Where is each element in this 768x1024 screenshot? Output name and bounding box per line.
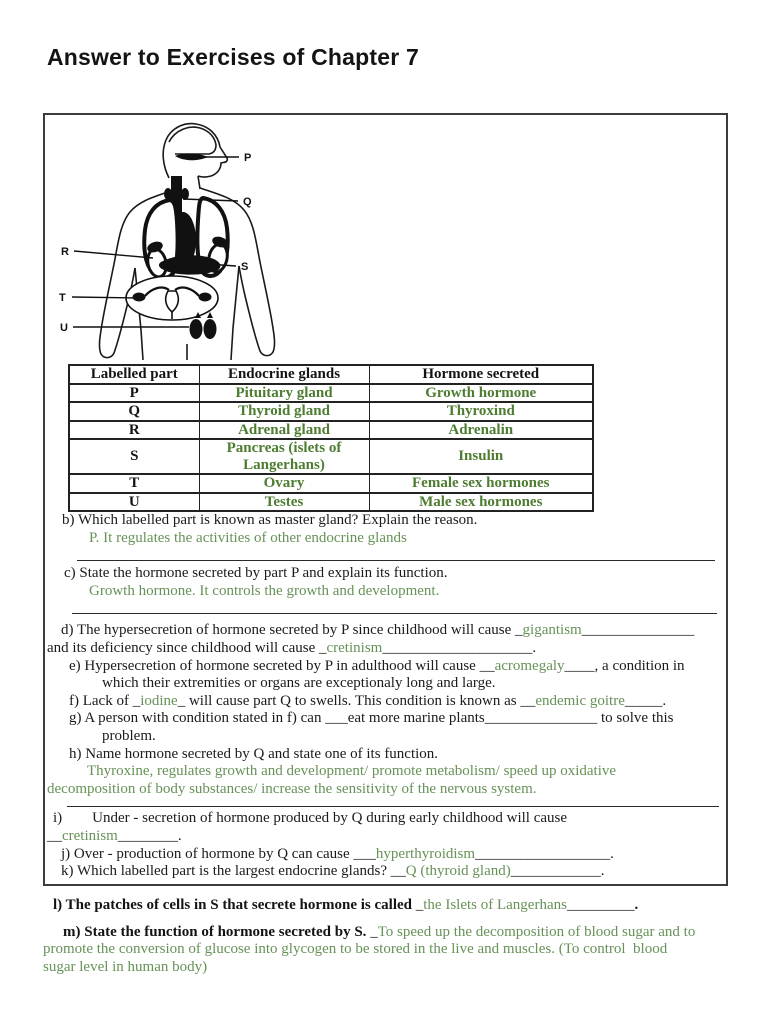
question-text: ____________________ [382, 639, 533, 656]
question-text: _______________ [484, 710, 598, 727]
table-row [69, 402, 593, 421]
glands-table [68, 364, 594, 512]
text-line [47, 640, 726, 658]
text-line [47, 693, 726, 711]
answer-underline-rule [77, 560, 715, 561]
text-line [47, 512, 726, 530]
diagram-label-t: T [59, 292, 66, 304]
table-cell: P [69, 384, 199, 403]
question-text: eat more marine plants [347, 710, 485, 727]
table-cell: Male sex hormones [369, 493, 593, 512]
question-text: ________ [117, 827, 178, 844]
table-cell: T [69, 474, 199, 493]
text-line [47, 846, 726, 864]
text-line [47, 728, 726, 746]
table-cell: S [69, 439, 199, 474]
text-line [47, 565, 726, 583]
text-line [47, 863, 726, 881]
answer-text: gigantism [522, 622, 582, 639]
diagram-label-s: S [241, 261, 249, 273]
question-text: i) Under - secretion of hormone produced by Q during early childhood will cause [53, 810, 568, 827]
question-text: _____ [624, 692, 663, 709]
answer-underline-rule [67, 806, 719, 807]
question-text: __________________ [475, 845, 611, 862]
question-text: to solve this [597, 710, 674, 727]
ovary-shape [133, 293, 146, 302]
question-text: . [610, 845, 614, 862]
question-text: will cause part Q to swells. This condition is known as [185, 692, 521, 709]
question-text: , a condition in [594, 657, 685, 674]
table-row [69, 384, 593, 403]
question-text: . [600, 863, 605, 880]
answer-text: To speed up the decomposition of blood sugar and to [377, 923, 696, 940]
table-cell: Testes [199, 493, 369, 512]
question-text: l) The patches of cells in S that secrete hormone is called [53, 897, 416, 913]
answer-text: hyperthyroidism [375, 845, 476, 862]
question-text: f) Lack of [69, 692, 133, 709]
answer-text: acromegaly [494, 657, 565, 674]
endocrine-diagram [57, 120, 317, 360]
diagram-label-p: P [244, 152, 252, 164]
table-cell: Female sex hormones [369, 474, 593, 493]
question-text: k) Which labelled part is the largest endocrine glands? [61, 863, 391, 880]
question-text: d) The hypersecretion of hormone secreted by P since childhood will cause [61, 622, 516, 639]
question-text: __ [47, 827, 62, 844]
answer-text: the Islets of Langerhans [423, 897, 567, 913]
question-text: . [532, 639, 537, 656]
footer-questions [43, 897, 733, 976]
question-text: . [662, 692, 667, 709]
text-line [43, 924, 733, 942]
text-line [47, 710, 726, 728]
question-text: __ [479, 657, 495, 674]
text-line [47, 675, 726, 693]
worksheet-box [43, 113, 728, 886]
diagram-label-r: R [61, 246, 69, 258]
question-text: m) State the function of hormone secreted by S. [63, 923, 371, 940]
answer-text: cretinism [326, 639, 383, 656]
table-cell: Pancreas (islets of Langerhans) [199, 439, 369, 474]
answer-text: Q (thyroid gland) [405, 863, 511, 880]
table-row [69, 421, 593, 440]
table-cell: Adrenalin [369, 421, 593, 440]
table-cell: Pituitary gland [199, 384, 369, 403]
question-text: problem. [102, 727, 156, 744]
question-text: g) A person with condition stated in f) can [69, 710, 326, 727]
text-line [47, 583, 726, 601]
text-line [47, 530, 726, 548]
text-line [43, 897, 733, 915]
question-text: _ [319, 639, 327, 656]
question-text: which their extremities or organs are exceptionaly long and large. [102, 675, 496, 692]
table-row [69, 493, 593, 512]
table-cell: Ovary [199, 474, 369, 493]
table-cell: R [69, 421, 199, 440]
table-cell: Thyroid gland [199, 402, 369, 421]
text-line [47, 828, 726, 846]
text-line [47, 781, 726, 799]
table-row [69, 439, 593, 474]
text-line [47, 622, 726, 640]
answer-text: decomposition of body substances/ increase the sensitivity of the nervous system. [47, 780, 537, 797]
table-cell: U [69, 493, 199, 512]
table-cell: Thyroxind [369, 402, 593, 421]
table-row [69, 474, 593, 493]
question-text: _ [132, 692, 141, 709]
question-text: . [634, 897, 639, 913]
table-cell: Q [69, 402, 199, 421]
text-line [43, 959, 733, 977]
diagram-label-q: Q [243, 196, 252, 208]
answer-text: Thyroxine, regulates growth and development/ promote metabolism/ speed up oxidative [87, 763, 617, 780]
answer-text: endemic goitre [535, 692, 625, 709]
text-line [43, 941, 733, 959]
question-text: __ [390, 863, 406, 880]
page-title: Answer to Exercises of Chapter 7 [47, 44, 419, 70]
question-text: ___ [353, 845, 376, 862]
question-text: _ [515, 622, 523, 639]
question-text: __ [520, 692, 536, 709]
answer-underline-rule [72, 613, 717, 614]
human-body-figure-icon [57, 120, 317, 360]
spacer [43, 915, 733, 924]
answer-text: iodine [140, 692, 178, 709]
table-header-row [69, 365, 593, 384]
question-text: e) Hypersecretion of hormone secreted by P in adulthood will cause [69, 657, 480, 674]
question-text: j) Over - production of hormone by Q can cause [61, 845, 354, 862]
question-text: b) Which labelled part is known as master gland? Explain the reason. [62, 512, 478, 528]
text-line [47, 810, 726, 828]
glands-table-body [69, 365, 593, 511]
answer-text: cretinism [62, 827, 118, 844]
text-line [47, 658, 726, 676]
table-cell: Insulin [369, 439, 593, 474]
answer-text: sugar level in human body) [43, 958, 208, 975]
table-cell: Adrenal gland [199, 421, 369, 440]
diagram-label-u: U [60, 322, 68, 334]
question-text: _ [177, 692, 186, 709]
question-text: _________ [566, 897, 635, 913]
answer-text: Growth hormone. It controls the growth and development. [89, 582, 440, 599]
question-text: and its deficiency since childhood will cause [47, 639, 319, 656]
col-header-hormone-secreted: Hormone secreted [369, 365, 593, 384]
question-text: c) State the hormone secreted by part P and explain its function. [64, 565, 448, 582]
question-text: ____ [564, 657, 595, 674]
question-text: ____________ [510, 863, 601, 880]
table-cell: Growth hormone [369, 384, 593, 403]
questions [47, 512, 726, 881]
question-text: h) Name hormone secreted by Q and state one of its function. [69, 745, 439, 762]
answer-text: promote the conversion of glucose into glycogen to be stored in the live and muscles. (To control blood [43, 941, 668, 958]
answer-text: P. It regulates the activities of other endocrine glands [89, 529, 407, 546]
question-text: ___ [325, 710, 348, 727]
question-text: _ [370, 923, 378, 940]
col-header-endocrine-glands: Endocrine glands [199, 365, 369, 384]
text-line [47, 746, 726, 764]
question-text: . [177, 827, 182, 844]
text-line [47, 763, 726, 781]
question-text: _______________ [581, 622, 695, 639]
question-text: _ [415, 897, 424, 913]
col-header-labelled-part: Labelled part [69, 365, 199, 384]
